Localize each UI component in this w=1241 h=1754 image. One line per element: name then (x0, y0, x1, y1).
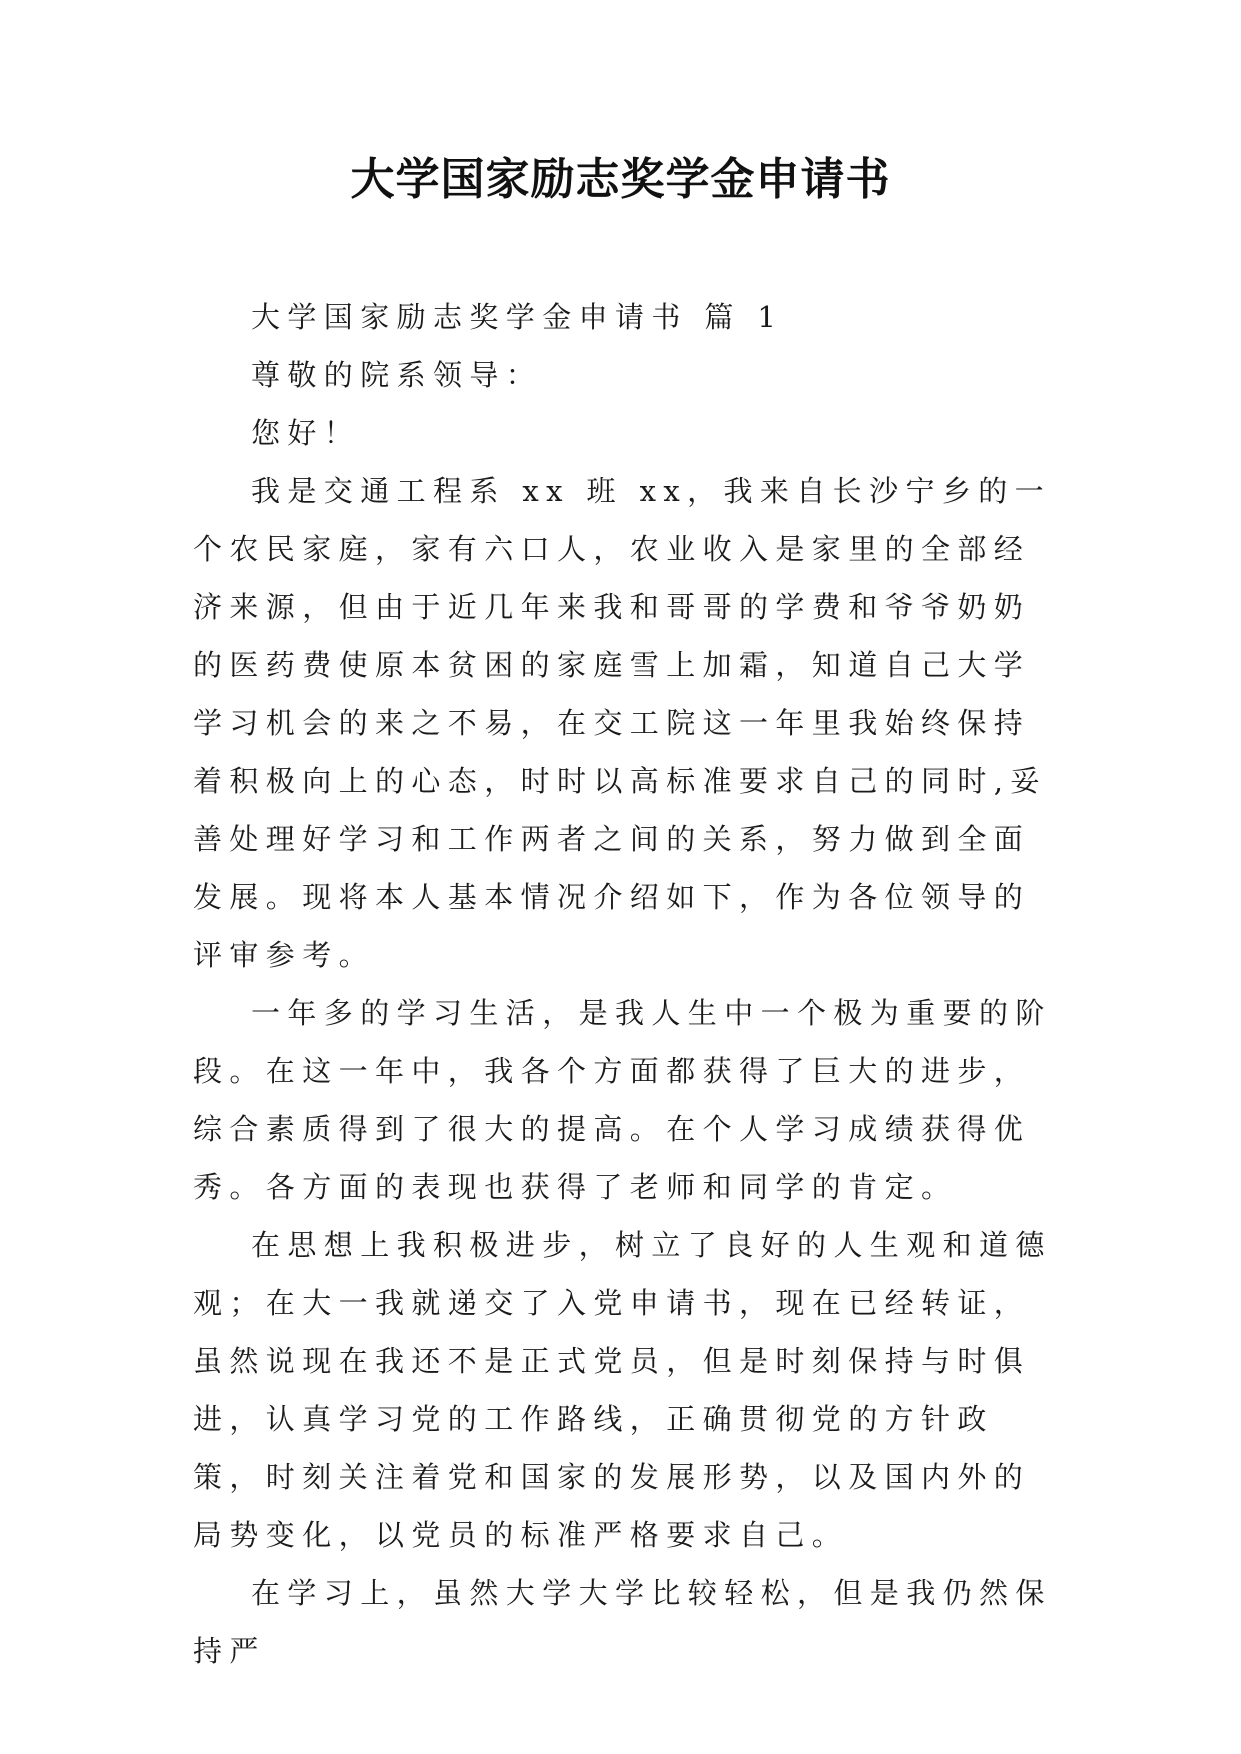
greeting: 您好！ (251, 416, 361, 450)
section-heading: 大学国家励志奖学金申请书 篇 1 (251, 300, 784, 334)
salutation: 尊敬的院系领导： (251, 358, 543, 392)
document-title: 大学国家励志奖学金申请书 (350, 154, 891, 205)
paragraph-learning: 在学习上，虽然大学大学比较轻松，但是我仍然保持严 (193, 1576, 1052, 1668)
paragraph-background: 我是交通工程系 xx 班 xx，我来自长沙宁乡的一个农民家庭，家有六口人，农业收入是家里的全部经济来源，但由于近几年来我和哥哥的学费和爷爷奶奶的医药费使原本贫困的家庭雪上加霜，知道自己大学学习机会的来之不易，在交工院这一年里我始终保持着积极向上的心态，时时以高标准要求自己的同时,妥善处理好学习和工作两者之间的关系，努力做到全面发展。现将本人基本情况介绍如下，作为各位领导的评审参考。 (193, 474, 1052, 972)
paragraph-study-life: 一年多的学习生活，是我人生中一个极为重要的阶段。在这一年中，我各个方面都获得了巨大的进步，综合素质得到了很大的提高。在个人学习成绩获得优秀。各方面的表现也获得了老师和同学的肯定。 (193, 996, 1052, 1204)
paragraph-ideology: 在思想上我积极进步，树立了良好的人生观和道德观；在大一我就递交了入党申请书，现在已经转证，虽然说现在我还不是正式党员，但是时刻保持与时俱进，认真学习党的工作路线，正确贯彻党的方针政策，时刻关注着党和国家的发展形势，以及国内外的局势变化，以党员的标准严格要求自己。 (193, 1228, 1052, 1552)
document-body (193, 288, 1053, 1680)
